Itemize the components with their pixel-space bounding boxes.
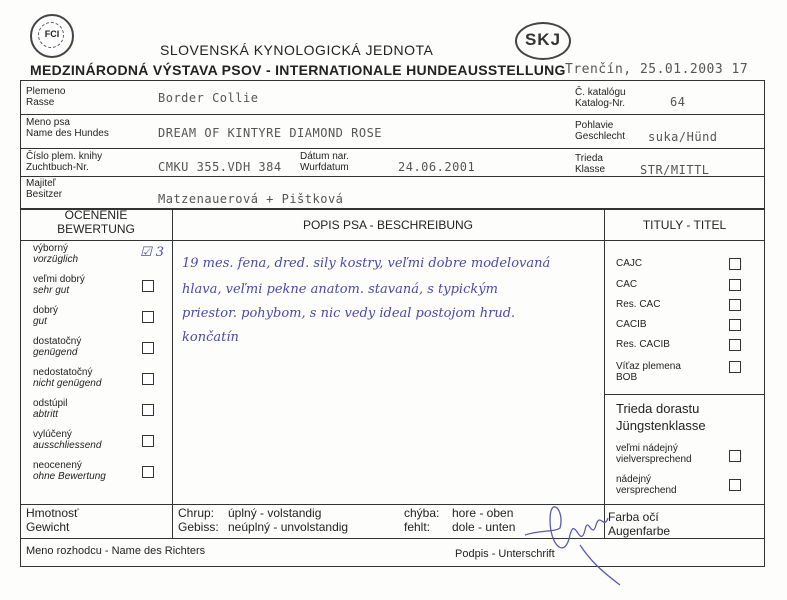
error-options: hore - oben dole - unten (452, 506, 516, 534)
class-value: STR/MITTL (640, 163, 710, 177)
title-checkbox-5[interactable] (729, 339, 741, 351)
breed-value: Border Collie (158, 91, 259, 105)
place-date: Trenčín, 25.01.2003 17 (565, 62, 749, 77)
title-checkbox-1[interactable] (729, 258, 741, 270)
title-checkbox-2[interactable] (729, 279, 741, 291)
class-label: Trieda Klasse (575, 153, 606, 175)
event-title: MEDZINÁRODNÁ VÝSTAVA PSOV - INTERNATIONALE HUNDEAUSSTELLUNG (30, 62, 566, 78)
junior-item-1: veľmi nádejný vielversprechend (616, 443, 692, 465)
eye-color-label: Farba očí Augenfarbe (608, 510, 671, 538)
evaluation-item-8: neocenený ohne Bewertung (33, 460, 106, 482)
description-line-2: hlava, veľmi pekne anatom. stavaná, s typickým (182, 282, 498, 297)
evaluation-item-6: odstúpil abtritt (33, 398, 68, 420)
judge-label: Meno rozhodcu - Name des Richters (26, 545, 206, 557)
titles-header: TITULY - TITEL (642, 218, 727, 232)
owner-value: Matzenauerová + Pištková (158, 192, 344, 206)
breed-label: Plemeno Rasse (26, 86, 66, 108)
junior-checkbox-2[interactable] (729, 479, 741, 491)
owner-label: Majiteľ Besitzer (26, 178, 63, 200)
signature-scribble (520, 490, 630, 590)
org-title: SLOVENSKÁ KYNOLOGICKÁ JEDNOTA (160, 42, 434, 58)
description-line-4: končatín (182, 330, 239, 345)
title-item-1: CAJC (616, 258, 643, 269)
title-checkbox-3[interactable] (729, 299, 741, 311)
junior-item-2: nádejný versprechend (616, 474, 677, 496)
evaluation-item-1: výborný vorzüglich (33, 243, 79, 265)
name-label: Meno psa Name des Hundes (26, 117, 109, 139)
catalog-label: Č. katalógu Katalog-Nr. (575, 87, 626, 109)
catalog-value: 64 (670, 95, 686, 109)
dob-label: Dátum nar. Wurfdatum (300, 151, 349, 173)
evaluation-item-4: dostatočný genügend (33, 336, 82, 358)
evaluation-item-5: nedostatočný nicht genügend (33, 367, 102, 389)
name-value: DREAM OF KINTYRE DIAMOND ROSE (158, 126, 383, 140)
description-header: POPIS PSA - BESCHREIBUNG (302, 218, 474, 232)
title-checkbox-4[interactable] (729, 319, 741, 331)
teeth-options: úplný - volstandig neúplný - unvolstandig (228, 506, 349, 534)
skj-logo: SKJ (515, 22, 571, 60)
description-line-3: priestor. pohybom, s nic vedy ideal postojom hrud. (182, 306, 516, 321)
title-item-3: Res. CAC (616, 299, 661, 310)
evaluation-checkbox-3[interactable] (142, 311, 154, 323)
title-item-5: Res. CACIB (616, 339, 670, 350)
evaluation-header: OCENENIE BEWERTUNG (57, 208, 135, 236)
title-item-bob: Víťaz plemena BOB (616, 361, 681, 383)
title-item-4: CACIB (616, 319, 647, 330)
evaluation-checkbox-8[interactable] (142, 466, 154, 478)
evaluation-item-3: dobrý gut (33, 305, 59, 327)
evaluation-checkbox-4[interactable] (142, 342, 154, 354)
evaluation-item-7: vylúčený ausschliessend (33, 429, 102, 451)
teeth-label: Chrup: Gebiss: (178, 506, 219, 534)
evaluation-mark[interactable]: ☑ 3 (140, 245, 165, 260)
evaluation-checkbox-2[interactable] (142, 280, 154, 292)
signature-label: Podpis - Unterschrift (455, 548, 555, 560)
title-checkbox-bob[interactable] (729, 361, 741, 373)
title-item-2: CAC (616, 279, 638, 290)
dob-value: 24.06.2001 (398, 160, 476, 174)
evaluation-checkbox-5[interactable] (142, 373, 154, 385)
sex-value: suka/Hünd (648, 130, 718, 144)
fci-logo: FCI (30, 14, 74, 58)
studbook-value: CMKU 355.VDH 384 (158, 160, 282, 174)
evaluation-item-2: veľmi dobrý sehr gut (33, 274, 85, 296)
evaluation-checkbox-7[interactable] (142, 435, 154, 447)
error-label: chýba: fehlt: (404, 506, 440, 534)
studbook-label: Číslo plem. knihy Zuchtbuch-Nr. (26, 151, 103, 173)
weight-label: Hmotnosť Gewicht (26, 506, 79, 534)
evaluation-checkbox-6[interactable] (142, 404, 154, 416)
junior-header: Trieda dorastu Jüngstenklasse (616, 401, 706, 433)
sex-label: Pohlavie Geschlecht (575, 120, 626, 142)
junior-checkbox-1[interactable] (729, 450, 741, 462)
description-line-1: 19 mes. fena, dred. sily kostry, veľmi dobre modelovaná (182, 256, 551, 271)
